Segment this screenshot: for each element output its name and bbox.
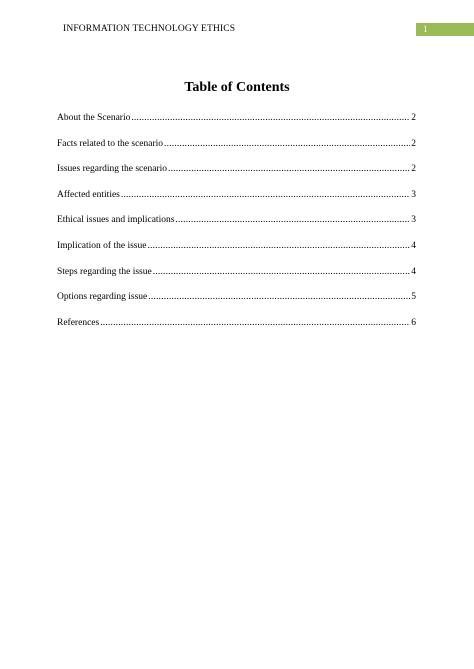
- toc-entry-page: 3: [411, 215, 416, 226]
- toc-entry[interactable]: [57, 189, 416, 215]
- running-header-title: INFORMATION TECHNOLOGY ETHICS: [63, 24, 236, 34]
- toc-entry-label: Options regarding issue: [57, 292, 148, 303]
- page-number: 1: [423, 24, 428, 34]
- toc-dot-leader: [164, 138, 410, 150]
- toc-entry[interactable]: [57, 240, 416, 266]
- toc-entry-page: 4: [411, 240, 416, 251]
- toc-entry-page: 5: [411, 292, 416, 303]
- toc-dot-leader: [100, 317, 410, 329]
- page-header: [63, 23, 431, 37]
- toc-entry-label: References: [57, 317, 100, 328]
- toc-dot-leader: [131, 112, 410, 124]
- toc-entry[interactable]: [57, 291, 416, 317]
- toc-entry-page: 2: [411, 113, 416, 123]
- page-number-badge: [416, 23, 474, 36]
- toc-entry-label: Issues regarding the scenario: [57, 164, 168, 175]
- toc-entry-page: 2: [411, 164, 416, 175]
- toc-entry-label: Steps regarding the issue: [57, 266, 152, 277]
- toc-entry[interactable]: [57, 266, 416, 292]
- toc-entry-label: About the Scenario: [57, 113, 131, 123]
- toc-dot-leader: [168, 163, 410, 175]
- toc-entry-label: Affected entities: [57, 189, 120, 200]
- toc-entry[interactable]: [57, 317, 416, 343]
- toc-entry-page: 6: [411, 317, 416, 328]
- toc-entry[interactable]: [57, 214, 416, 240]
- toc-list: [57, 112, 416, 342]
- toc-dot-leader: [121, 189, 410, 201]
- toc-heading: Table of Contents: [184, 80, 290, 95]
- toc-entry-label: Implication of the issue: [57, 240, 147, 251]
- toc-dot-leader: [147, 240, 410, 252]
- toc-entry-page: 2: [411, 138, 416, 149]
- toc-entry-page: 3: [411, 189, 416, 200]
- toc-entry[interactable]: [57, 112, 416, 138]
- toc-dot-leader: [148, 291, 410, 303]
- toc-dot-leader: [153, 266, 411, 278]
- toc-entry[interactable]: [57, 163, 416, 189]
- toc-dot-leader: [175, 214, 410, 226]
- toc-entry-label: Facts related to the scenario: [57, 138, 164, 149]
- toc-entry-label: Ethical issues and implications: [57, 215, 175, 226]
- toc-entry[interactable]: [57, 138, 416, 164]
- toc-entry-page: 4: [411, 266, 416, 277]
